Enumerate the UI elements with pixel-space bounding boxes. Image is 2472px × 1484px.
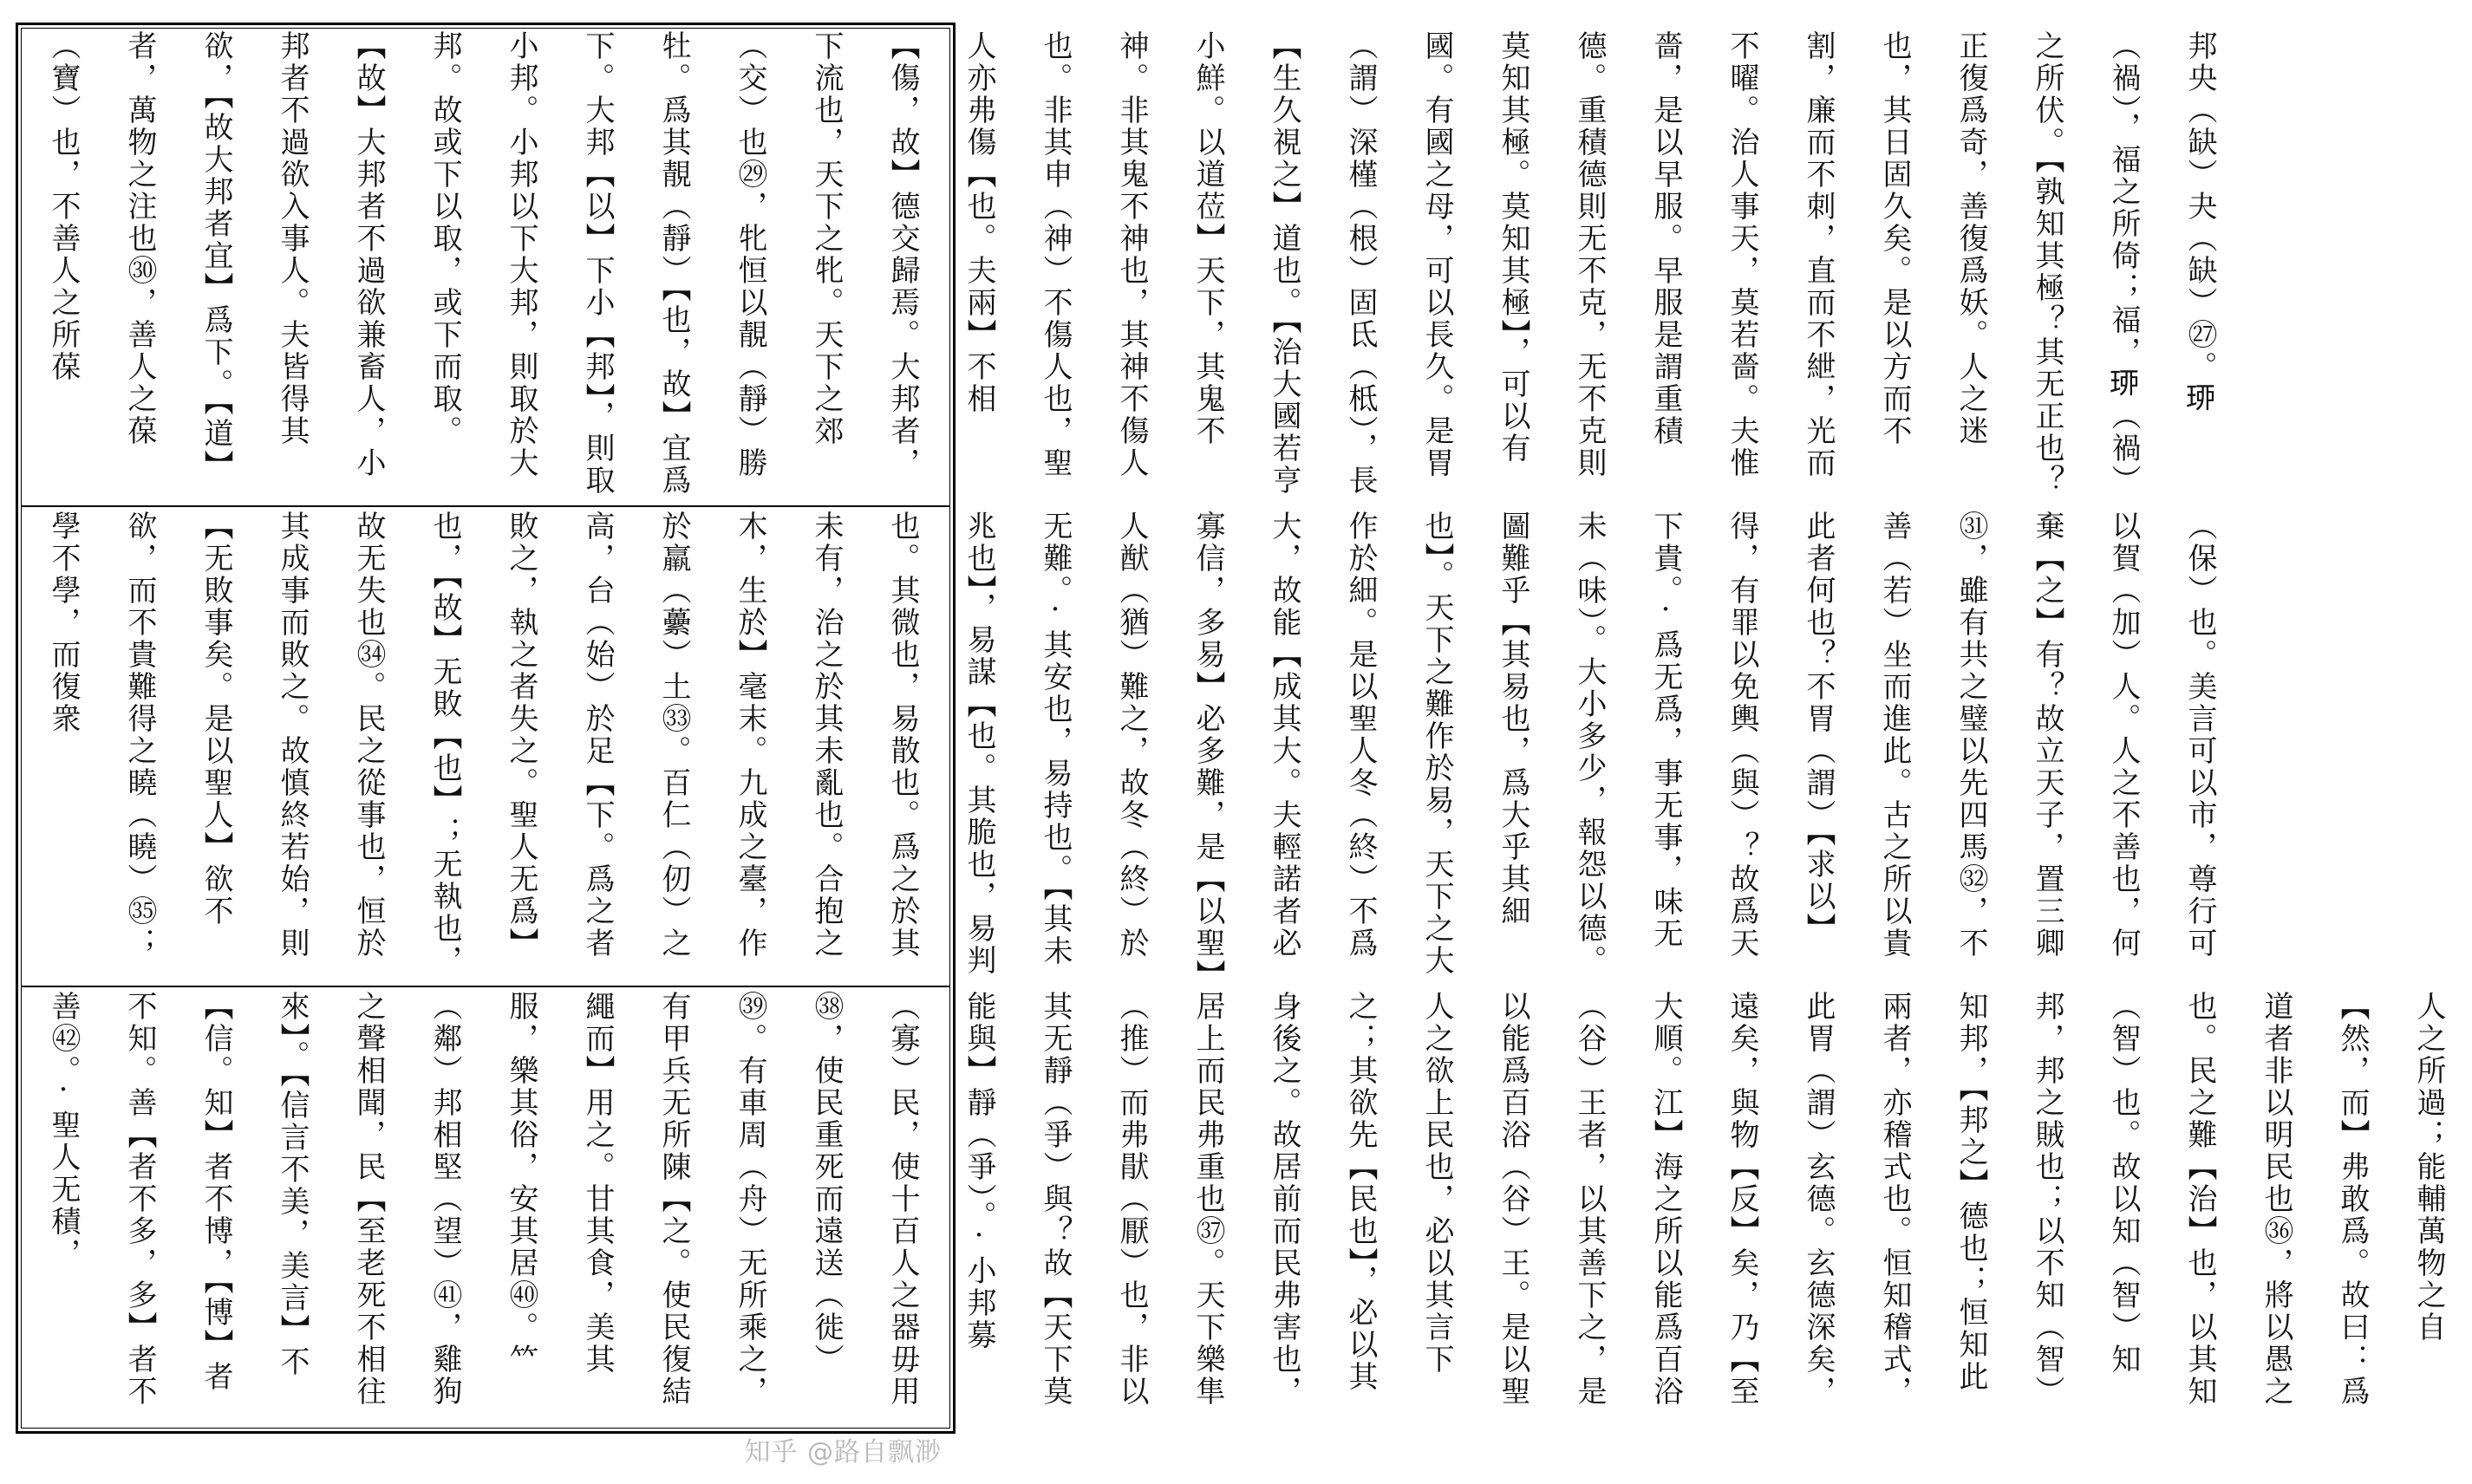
vertical-text-middle: （保）也。美言可以市，尊行可以賀（加）人。人之不善也，何棄【之】有？故立天子，置三卿㉛，雖有共之璧以先四馬㉜，不善（若）坐而進此。古之所以貴此者何也？不胃（謂）【求以】得，有罪以免輿（與）？故爲天下貴。·爲无爲，事无事，味无未（味）。大小多少，報怨以德。圖難乎【其易也，爲大乎其細也】。天下之難作於易，天下之大作於細。是以聖人冬（終）不爲大，故能【成其大。夫輕諾者必寡信，多易】必多難，是【以聖】人猷（猶）難之，故冬（終）於无難。·其安也，易持也。【其未兆也】，易謀【也。其脆也，易判也。其微也，易散也。爲之於其未有，治之於其未亂也。合抱之木，生於】毫末。九成之臺，作於羸（虆）土㉝。百仁（仞）之高，台（始）於足【下。爲之者敗之，執之者失之。聖人无爲】也，【故】无敗【也】；无執也，故无失也㉞。民之從事也，恒於其成事而敗之。故慎終若始，則【无敗事矣。是以聖人】欲不欲，而不貴難得之䁱（䁱）㉟；學不學，而復衆 bbox=[46, 511, 2217, 977]
section-divider-top bbox=[22, 505, 949, 507]
page-frame bbox=[16, 23, 2446, 1434]
vertical-text-bottom: 人之所過；能輔萬物之自【然，而】弗敢爲。故曰：爲道者非以明民也㊱，將以愚之也。民之難【治】也，以其知（智）也。故以知（智）知邦，邦之賊也；以不知（智）知邦，【邦之】德也；恒知此兩者，亦稽式也。恒知稽式，此胃（謂）玄德。玄德深矣，遠矣，與物【反】矣，乃【至大順。江】海之所以能爲百浴（谷）王者，以其善下之，是以能爲百浴（谷）王。是以聖人之欲上民也，必以其言下之；其欲先【民也】，必以其身後之。故居前而民弗害也，居上而民弗重也㊲。天下樂隼（推）而弗猒（厭）也，非以其无靜（爭）與？故【天下莫能與】靜（爭）。·小邦募（寡）民，使十百人之器毋用㊳，使民重死而遠送（徙）㊴。有車周（舟）无所乘之，有甲兵无所陳【之。使民復結繩而】用之。甘其食，美其服，樂其俗，安其居㊵。𥫗（鄰）邦相堅（望）㊶，雞狗之聲相聞，民【至老死不相往來】。【信言不美，美言】不【信。知】者不博，【博】者不知。善【者不多，多】者不善㊷。·聖人无積， bbox=[46, 991, 2446, 1408]
text-section-top bbox=[25, 30, 2217, 500]
section-divider-bottom bbox=[22, 986, 949, 987]
text-section-middle bbox=[25, 511, 2217, 980]
zhihu-watermark: 知乎 @路自飘渺 bbox=[744, 1437, 942, 1468]
vertical-text-top: 邦央（缺）夬（缺）㉗。𤥗（禍），福之所倚；福，𤥗（禍）之所伏。【孰知其極？其无正也？正復爲奇，善復爲妖。人之迷也，其日固久矣。是以方而不割，廉而不刺，直而不紲，光而不曜。治人事天，莫若嗇。夫惟嗇，是以早服。早服是謂重積德。重積德則无不克，无不克則莫知其極。莫知其極】，可以有國。有國之母，可以長久。是胃（謂）深槿（根）固氐（柢），長【生久視之】道也。【治大國若亨小鮮。以道莅】天下，其鬼不神。非其鬼不神也，其神不傷人也。非其申（神）不傷人也，聖人亦弗傷【也。夫兩】不相【傷，故】德交歸焉。大邦者，下流也，天下之牝。天下之郊（交）也㉙，牝恒以靚（靜）勝牡。爲其靚（靜）【也，故】宜爲下。大邦【以】下小【邦】，則取小邦。小邦以下大邦，則取於大邦。故或下以取，或下而取。【故】大邦者不過欲兼畜人，小邦者不過欲入事人。夫皆得其欲，【故大邦者宜】爲下。【道】者，萬物之注也㉚，善人之葆（寶）也，不善人之所葆 bbox=[46, 30, 2217, 497]
text-section-bottom bbox=[25, 991, 2446, 1424]
